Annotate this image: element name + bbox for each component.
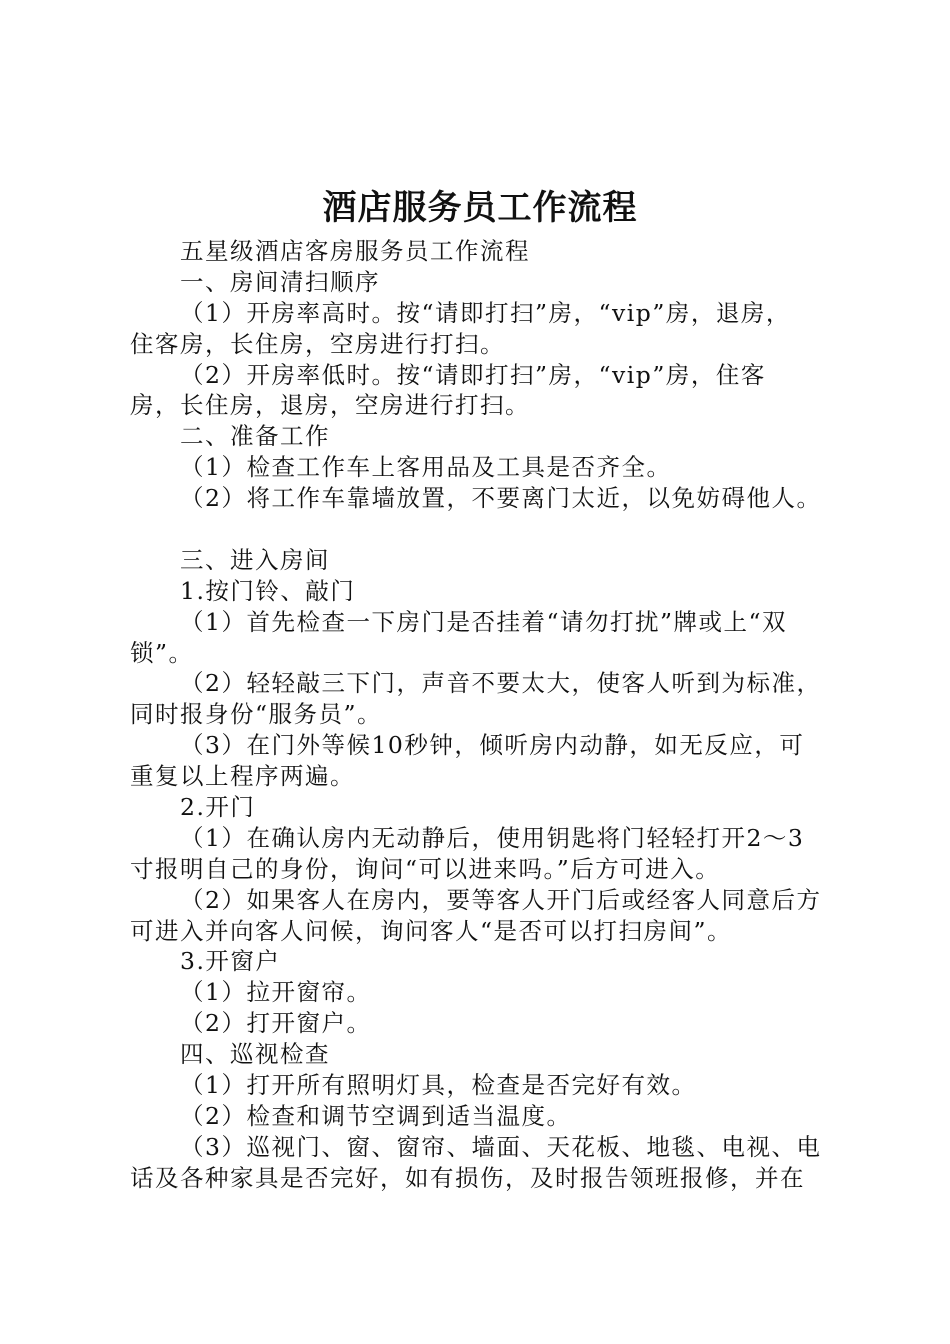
paragraph-line: 寸报明自己的身份，询问“可以进来吗。”后方可进入。 xyxy=(130,854,721,883)
paragraph-line: 房，长住房，退房，空房进行打扫。 xyxy=(130,391,530,420)
paragraph-line: （2）如果客人在房内，要等客人开门后或经客人同意后方 xyxy=(180,885,822,914)
section-heading: 三、进入房间 xyxy=(180,545,330,574)
paragraph-line: （2）将工作车靠墙放置，不要离门太近，以免妨碍他人。 xyxy=(180,484,822,513)
paragraph-line: （3）巡视门、窗、窗帘、墙面、天花板、地毯、电视、电 xyxy=(180,1132,822,1161)
document-body xyxy=(130,236,835,1194)
paragraph-line: （2）开房率低时。按“请即打扫”房，“vip”房，住客 xyxy=(180,360,766,389)
paragraph-line: （3）在门外等候10秒钟，倾听房内动静，如无反应，可 xyxy=(180,731,805,760)
paragraph-line: （2）打开窗户。 xyxy=(180,1009,372,1038)
document-title: 酒店服务员工作流程 xyxy=(322,188,638,228)
paragraph-line: 重复以上程序两遍。 xyxy=(130,762,355,791)
paragraph-line: 住客房，长住房，空房进行打扫。 xyxy=(130,329,505,358)
subsection-heading: 1.按门铃、敲门 xyxy=(180,576,356,605)
subtitle-line: 五星级酒店客房服务员工作流程 xyxy=(180,237,530,265)
paragraph-line: （1）打开所有照明灯具，检查是否完好有效。 xyxy=(180,1071,697,1100)
paragraph-line: 同时报身份“服务员”。 xyxy=(130,700,383,729)
paragraph-line: （1）首先检查一下房门是否挂着“请勿打扰”牌或上“双 xyxy=(180,607,787,636)
paragraph-line: （1）拉开窗帘。 xyxy=(180,978,372,1007)
blank-line xyxy=(130,514,835,545)
section-heading: 四、巡视检查 xyxy=(180,1040,330,1069)
paragraph-line: （1）在确认房内无动静后，使用钥匙将门轻轻打开2～3 xyxy=(180,823,805,852)
paragraph-line: （2）轻轻敲三下门，声音不要太大，使客人听到为标准， xyxy=(180,669,822,698)
section-heading: 一、房间清扫顺序 xyxy=(180,267,380,296)
paragraph-line: （1）开房率高时。按“请即打扫”房，“vip”房，退房， xyxy=(180,298,791,327)
subsection-heading: 3.开窗户 xyxy=(180,947,281,976)
paragraph-line: （1）检查工作车上客用品及工具是否齐全。 xyxy=(180,453,672,482)
paragraph-line: （2）检查和调节空调到适当温度。 xyxy=(180,1101,572,1130)
section-heading: 二、准备工作 xyxy=(180,422,330,451)
subsection-heading: 2.开门 xyxy=(180,793,256,822)
paragraph-line: 锁”。 xyxy=(130,638,194,667)
paragraph-line: 话及各种家具是否完好，如有损伤，及时报告领班报修，并在 xyxy=(130,1163,805,1192)
paragraph-line: 可进入并向客人问候，询问客人“是否可以打扫房间”。 xyxy=(130,916,733,945)
